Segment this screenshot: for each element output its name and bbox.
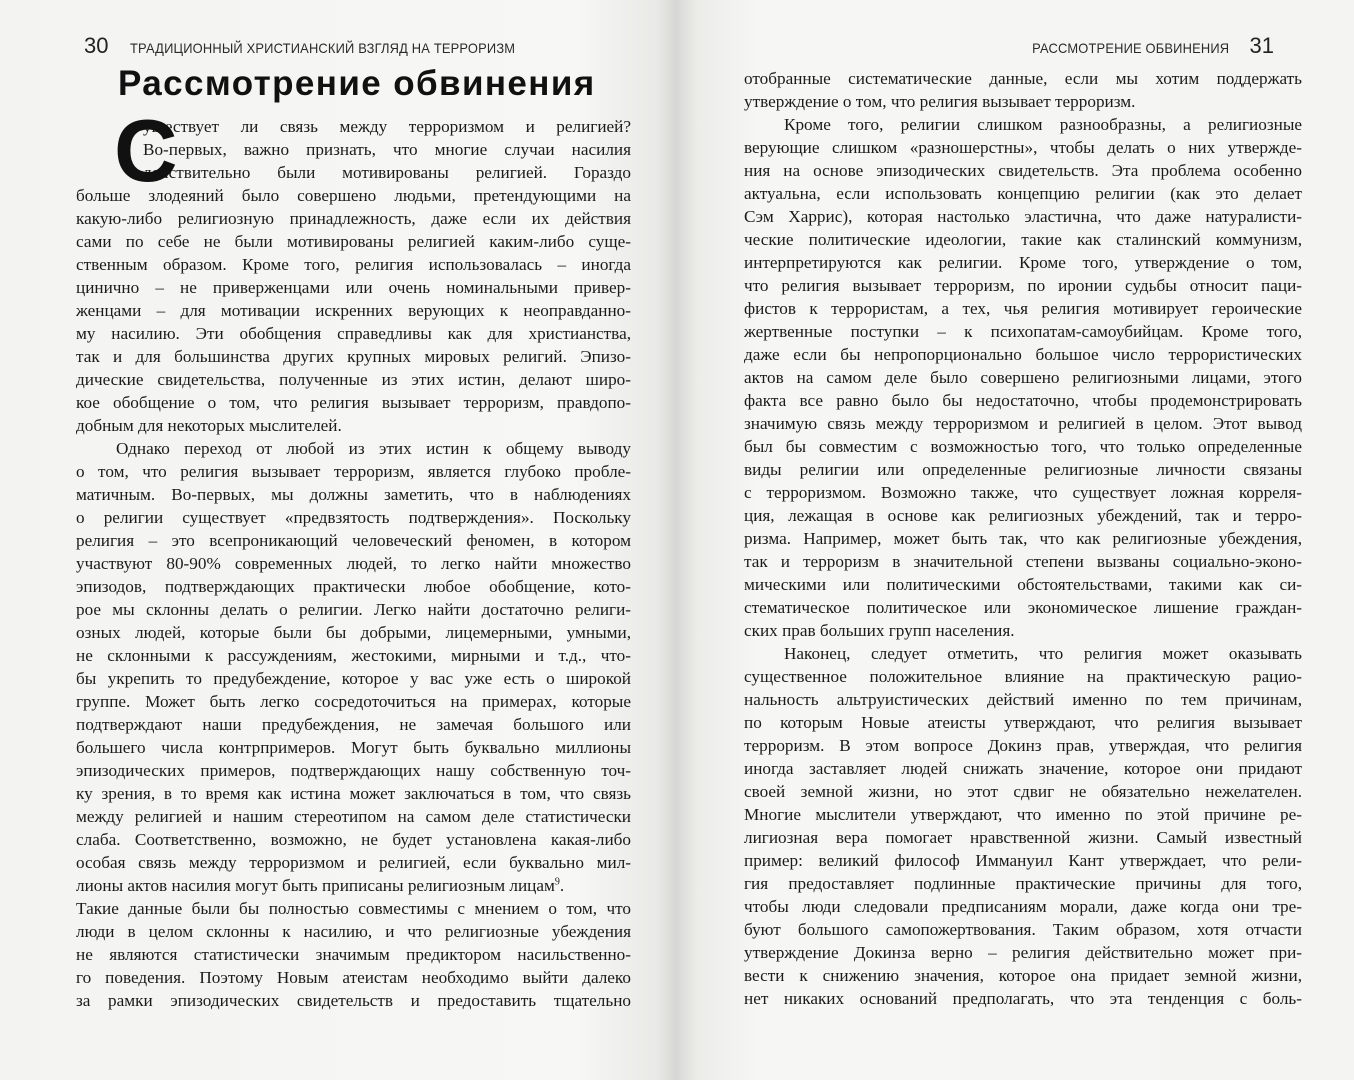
text-line: кое обобщение о том, что религия вызывает терроризм, правдопо-: [76, 393, 631, 412]
text-line: даже если бы непропорционально большое число террористических: [744, 345, 1302, 364]
text-line: го поведения. Поэтому Новым атеистам необходимо выйти далеко: [76, 968, 631, 987]
text-line: какую-либо религиозную принадлежность, даже если их действия: [76, 209, 631, 228]
text-line: стематическое политическое или экономическое лишение граждан-: [744, 598, 1302, 617]
text-line: люди в целом склонны к насилию, и что религиозные убеждения: [76, 922, 631, 941]
text-line: Во-первых, важно признать, что многие случаи насилия: [143, 140, 631, 159]
text-line: так и для большинства других крупных мировых религий. Эпизо-: [76, 347, 631, 366]
text-line: эпизодических примеров, подтверждающих нашу собственную точ-: [76, 761, 631, 780]
text-line: не склонными к рассуждениям, жестокими, мирными и т.д., что-: [76, 646, 631, 665]
text-line: вести к снижению значения, которое она придает земной жизни,: [744, 966, 1302, 985]
text-line: был бы совместим с возможностью того, что только определенные: [744, 437, 1302, 456]
text-line: бы укрепить то предубеждение, которое у вас уже есть о широкой: [76, 669, 631, 688]
text-line: за рамки эпизодических свидетельств и предоставить тщательно: [76, 991, 631, 1010]
text-line: актов на самом деле было совершено религиозными лицами, этого: [744, 368, 1302, 387]
text-line: женцами – для мотивации искренних верующих к неоправданно-: [76, 301, 631, 320]
text-line: ризма. Например, может быть так, что как религиозные убеждения,: [744, 529, 1302, 548]
drop-cap: С: [114, 101, 178, 200]
text-line: утверждение Докинза верно – религия действительно может при-: [744, 943, 1302, 962]
footnote-reference[interactable]: 9: [554, 876, 560, 888]
text-line: слаба. Соответственно, возможно, не будет установлена какая-либо: [76, 830, 631, 849]
text-line: не являются статистически значимым предиктором насильственно-: [76, 945, 631, 964]
text-line: о том, что религия вызывает терроризм, является глубоко пробле-: [76, 462, 631, 481]
text-line: ческие политические идеологии, такие как сталинский коммунизм,: [744, 230, 1302, 249]
text-line: сами по себе не были мотивированы религией каким-либо суще-: [76, 232, 631, 251]
text-line: факта все равно было бы недостаточно, чтобы продемонстрировать: [744, 391, 1302, 410]
text-line: больше злодеяний было совершено людьми, претендующими на: [76, 186, 631, 205]
text-line: чтобы люди следовали предписаниям морали, даже когда они тре-: [744, 897, 1302, 916]
text-line: ку зрения, в то время как истина может заключаться в том, что связь: [76, 784, 631, 803]
text-line: группе. Может быть легко сосредоточиться на примерах, которые: [76, 692, 631, 711]
text-line: Такие данные были бы полностью совместимы с мнением о том, что: [76, 899, 631, 918]
text-line: утверждение о том, что религия вызывает терроризм.: [744, 92, 1136, 111]
text-line: му насилию. Эти обобщения справедливы как для христианства,: [76, 324, 631, 343]
text-line: лионы актов насилия могут быть приписаны религиозным лицам$^9$.: [76, 876, 565, 895]
text-line: терроризм. В этом вопросе Докинз прав, утверждая, что религия: [744, 736, 1302, 755]
text-line: уществует ли связь между терроризмом и религией?: [143, 117, 631, 136]
text-line: большего числа контрпримеров. Могут быть буквально миллионы: [76, 738, 631, 757]
right-running-head-title: РАССМОТРЕНИЕ ОБВИНЕНИЯ: [1032, 40, 1230, 56]
text-line: религия – это всепроникающий человеческий феномен, в котором: [76, 531, 631, 550]
text-line: с терроризмом. Возможно также, что существует ложная корреля-: [744, 483, 1302, 502]
text-line: интерпретируются как религии. Кроме того, утверждение о том,: [744, 253, 1302, 272]
text-line: матичным. Во-первых, мы должны заметить, что в наблюдениях: [76, 485, 631, 504]
text-line: Многие мыслители утверждают, что именно по этой причине ре-: [744, 805, 1302, 824]
left-running-head: [84, 33, 549, 63]
text-line: Наконец, следует отметить, что религия может оказывать: [784, 644, 1302, 663]
text-line: что религия вызывает терроризм, по иронии судьбы относит паци-: [744, 276, 1302, 295]
text-line: особая связь между терроризмом и религией, если буквально мил-: [76, 853, 631, 872]
text-line: по которым Новые атеисты утверждают, что религия вызывает: [744, 713, 1302, 732]
text-line: иногда заставляет людей снижать значение, которое они придают: [744, 759, 1302, 778]
text-line: ских прав больших групп населения.: [744, 621, 1015, 640]
text-line: добным для некоторых мыслителей.: [76, 416, 342, 435]
text-line: Кроме того, религии слишком разнообразны, а религиозные: [784, 115, 1302, 134]
text-line: актуальна, если использовать концепцию религии (как это делает: [744, 184, 1302, 203]
text-line: Однако переход от любой из этих истин к общему выводу: [116, 439, 631, 458]
text-line: ния на основе эпизодических свидетельств. Эта проблема особенно: [744, 161, 1302, 180]
text-line: эпизодов, подтверждающих практически любое обобщение, кото-: [76, 577, 631, 596]
text-line: гия предоставляет подлинные практические причины для того,: [744, 874, 1302, 893]
text-line: своей земной жизни, но этот сдвиг не обязательно нежелателен.: [744, 782, 1302, 801]
text-line: верующие слишком «разношерстны», чтобы делать о них утвержде-: [744, 138, 1302, 157]
right-page-number: 31: [1249, 33, 1274, 58]
text-line: дические свидетельства, полученные из этих истин, делают широ-: [76, 370, 631, 389]
text-line: существенное положительное влияние на практическую рацио-: [744, 667, 1302, 686]
text-line: нет никаких оснований предполагать, что эта тенденция с боль-: [744, 989, 1302, 1008]
right-running-head: [1015, 33, 1274, 63]
text-line: жертвенные поступки – к психопатам-самоубийцам. Кроме того,: [744, 322, 1302, 341]
right-page: [677, 0, 1354, 1080]
text-line: действительно были мотивированы религией. Гораздо: [143, 163, 631, 182]
left-running-head-title: ТРАДИЦИОННЫЙ ХРИСТИАНСКИЙ ВЗГЛЯД НА ТЕРРОРИЗМ: [130, 40, 516, 56]
chapter-title: Рассмотрение обвинения: [118, 64, 596, 103]
text-line: Сэм Харрис), которая настолько эластична, что даже натуралисти-: [744, 207, 1302, 226]
right-body-text: [744, 67, 1302, 1010]
text-line: пример: великий философ Иммануил Кант утверждает, что рели-: [744, 851, 1302, 870]
text-line: ция, лежащая в основе как религиозных убеждений, так и терро-: [744, 506, 1302, 525]
left-page-number: 30: [84, 33, 109, 58]
text-line: буют большого самопожертвования. Таким образом, хотя отчасти: [744, 920, 1302, 939]
text-line: рое мы склонны делать о религии. Легко найти достаточно религи-: [76, 600, 631, 619]
text-line: так и терроризм в значительной степени вызваны социально-эконо-: [744, 552, 1302, 571]
text-line: озных людей, которые были бы добрыми, лицемерными, умными,: [76, 623, 631, 642]
text-line: подтверждают наши предубеждения, не замечая большого или: [76, 715, 631, 734]
text-line-content: лионы актов насилия могут быть приписаны религиозным лицам: [76, 876, 555, 895]
left-body-text: [76, 101, 631, 1012]
text-line: нальность альтруистических действий именно по тем причинам,: [744, 690, 1302, 709]
text-line: значимую связь между терроризмом и религией в целом. Этот вывод: [744, 414, 1302, 433]
text-line: фистов к террористам, а тех, чья религия мотивирует героические: [744, 299, 1302, 318]
text-line: о религии существует «предвзятость подтверждения». Поскольку: [76, 508, 631, 527]
text-line: ственным образом. Кроме того, религия использовалась – иногда: [76, 255, 631, 274]
text-line: цинично – не приверженцами или очень номинальными привер-: [76, 278, 631, 297]
text-line: между религией и нашим стереотипом на самом деле статистически: [76, 807, 631, 826]
text-line: мическими или политическими обстоятельствами, такими как си-: [744, 575, 1302, 594]
text-line: отобранные систематические данные, если мы хотим поддержать: [744, 69, 1302, 88]
text-line: виды религии или определенные религиозные личности связаны: [744, 460, 1302, 479]
text-line: участвуют 80-90% современных людей, то легко найти множество: [76, 554, 631, 573]
text-line: лигиозная вера помогает нравственной жизни. Самый известный: [744, 828, 1302, 847]
